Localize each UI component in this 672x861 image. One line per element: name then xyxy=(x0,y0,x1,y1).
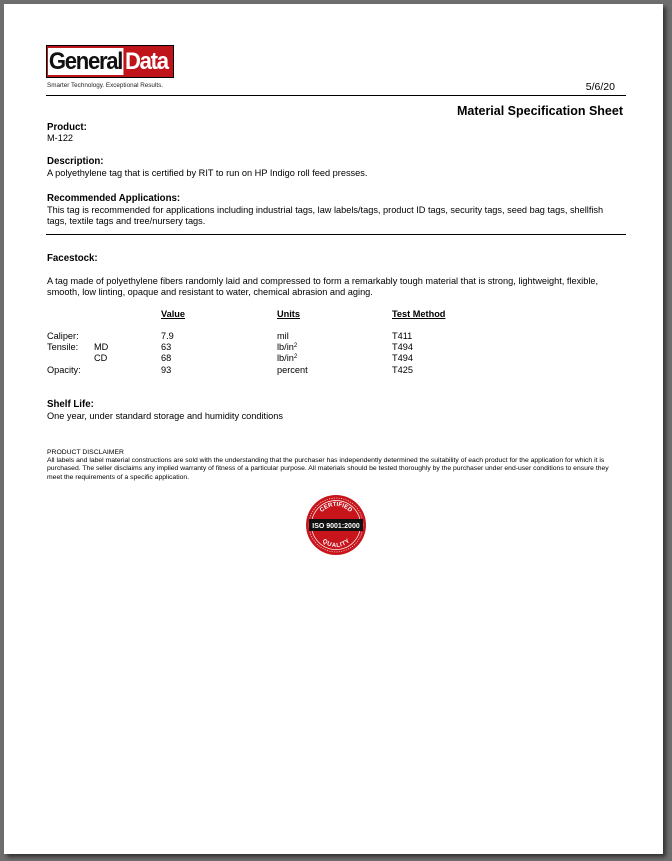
row-method: T494 xyxy=(392,342,413,352)
unit-text: lb/in xyxy=(277,342,294,352)
shelf-life-label: Shelf Life: xyxy=(47,399,94,410)
section-rule xyxy=(46,234,626,235)
header-rule xyxy=(46,95,626,96)
row-value: 63 xyxy=(161,342,172,352)
row-unit: mil xyxy=(277,331,289,341)
product-label: Product: xyxy=(47,122,87,133)
applications-label: Recommended Applications: xyxy=(47,193,181,204)
row-sub-label: CD xyxy=(94,353,108,363)
seal-top-text: CERTIFIED xyxy=(319,501,353,514)
applications-value: This tag is recommended for applications including industrial tags, law labels/tags, product ID tags, security tags, seed bag tags, shellfish tags, textile tags and tree/nursery tags. xyxy=(47,205,604,226)
row-label: Opacity: xyxy=(47,365,81,375)
product-value: M-122 xyxy=(47,133,74,143)
header-test-method: Test Method xyxy=(392,309,446,319)
row-method: T494 xyxy=(392,353,413,363)
header-units: Units xyxy=(277,309,300,319)
iso-certified-seal-icon xyxy=(305,494,367,556)
logo-data-text: Data xyxy=(125,48,168,75)
row-sub-label: MD xyxy=(94,342,109,352)
general-data-logo xyxy=(46,45,178,83)
row-label: Tensile: xyxy=(47,342,79,352)
unit-superscript: 2 xyxy=(293,343,298,349)
row-label: Caliper: xyxy=(47,331,79,341)
seal-bottom-text: QUALITY xyxy=(320,538,352,550)
seal-middle-text: ISO 9001:2000 xyxy=(312,523,360,530)
logo-general-text: General xyxy=(48,48,123,75)
date: 5/6/20 xyxy=(585,81,615,93)
unit-superscript: 2 xyxy=(293,354,298,360)
row-method: T411 xyxy=(392,331,413,341)
row-value: 7.9 xyxy=(161,331,174,341)
row-value: 68 xyxy=(161,353,172,363)
page-title: Material Specification Sheet xyxy=(456,104,623,118)
row-unit xyxy=(277,353,297,363)
tagline: Smarter Technology. Exceptional Results. xyxy=(47,82,163,89)
row-value: 93 xyxy=(161,365,172,375)
row-unit xyxy=(277,342,297,352)
unit-text: lb/in xyxy=(277,353,294,363)
spec-sheet-page xyxy=(4,4,663,854)
facestock-value: A tag made of polyethylene fibers randomly laid and compressed to form a remarkably tough material that is strong, lightweight, flexible, smooth, low linting, opaque and resistant to water, chemical abrasion and aging. xyxy=(47,276,599,297)
disclaimer-heading: PRODUCT DISCLAIMER xyxy=(47,449,124,456)
header-value: Value xyxy=(161,309,186,319)
row-method: T425 xyxy=(392,365,413,375)
row-unit: percent xyxy=(277,365,308,375)
description-label: Description: xyxy=(47,156,104,167)
shelf-life-value: One year, under standard storage and humidity conditions xyxy=(47,411,283,421)
disclaimer-text: All labels and label material constructions are sold with the understanding that the purchaser has independently determined the suitability of each product for the application for which it is purchased. The seller disclaims any implied warranty of fitness of a particular purpose. All materials should be tested thoroughly by the purchaser under end-user conditions to ensure they meet the requirements of a specific application. xyxy=(47,457,609,481)
description-value: A polyethylene tag that is certified by RIT to run on HP Indigo roll feed presses. xyxy=(47,168,368,178)
facestock-label: Facestock: xyxy=(47,253,98,264)
